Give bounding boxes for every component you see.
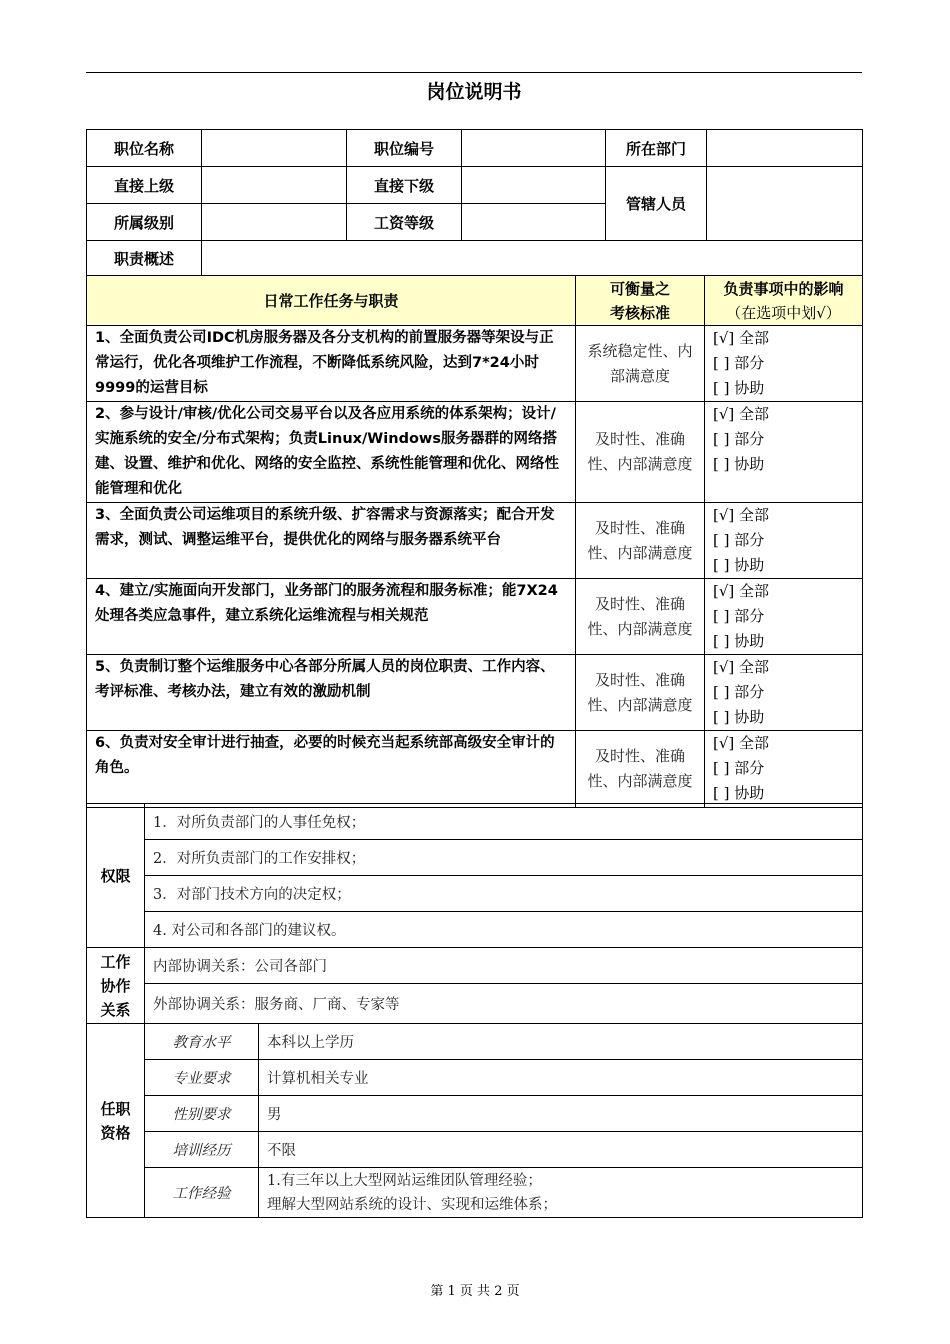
education-value: 本科以上学历 bbox=[259, 1024, 863, 1060]
impact-assist-option[interactable]: [ ] 协助 bbox=[713, 708, 765, 726]
duty-measure: 系统稳定性、内部满意度 bbox=[576, 326, 705, 402]
duty-task: 5、负责制订整个运维服务中心各部分所属人员的岗位职责、工作内容、考评标准、考核办法，建立有效的激励机制 bbox=[87, 655, 576, 731]
authority-item: 1．对所负责部门的人事任免权； bbox=[145, 804, 863, 840]
duty-impact bbox=[705, 731, 863, 808]
duty-impact bbox=[705, 503, 863, 579]
cooperation-label-line3: 关系 bbox=[100, 1000, 131, 1019]
duty-impact bbox=[705, 402, 863, 503]
impact-all-option[interactable]: [√] 全部 bbox=[713, 734, 770, 752]
page-footer: 第 1 页 共 2 页 bbox=[430, 1284, 520, 1299]
impact-assist-option[interactable]: [ ] 协助 bbox=[713, 632, 765, 650]
impact-header bbox=[705, 276, 863, 326]
position-code-value[interactable] bbox=[462, 130, 606, 167]
impact-part-option[interactable]: [ ] 部分 bbox=[713, 607, 765, 625]
managed-staff-label: 管辖人员 bbox=[606, 167, 707, 241]
duty-measure: 及时性、准确性、内部满意度 bbox=[576, 503, 705, 579]
measure-header-line1: 可衡量之 bbox=[609, 279, 670, 298]
page-title: 岗位说明书 bbox=[426, 81, 522, 103]
impact-all-option[interactable]: [√] 全部 bbox=[713, 329, 770, 347]
gender-value: 男 bbox=[259, 1096, 863, 1132]
impact-header-line2: （在选项中划√） bbox=[726, 303, 841, 322]
experience-value bbox=[259, 1168, 863, 1218]
impact-assist-option[interactable]: [ ] 协助 bbox=[713, 379, 765, 397]
duty-measure: 及时性、准确性、内部满意度 bbox=[576, 402, 705, 503]
impact-part-option[interactable]: [ ] 部分 bbox=[713, 531, 765, 549]
impact-assist-option[interactable]: [ ] 协助 bbox=[713, 784, 765, 802]
duty-task: 1、全面负责公司IDC机房服务器及各分支机构的前置服务器等架设与正常运行，优化各项维护工作流程，不断降低系统风险，达到7*24小时9999的运营目标 bbox=[87, 326, 576, 402]
department-value[interactable] bbox=[707, 130, 863, 167]
duty-measure: 及时性、准确性、内部满意度 bbox=[576, 655, 705, 731]
duty-measure: 及时性、准确性、内部满意度 bbox=[576, 731, 705, 808]
experience-line: 理解大型网站系统的设计、实现和运维体系； bbox=[267, 1196, 557, 1213]
summary-value[interactable] bbox=[202, 241, 863, 276]
duty-measure: 及时性、准确性、内部满意度 bbox=[576, 579, 705, 655]
impact-all-option[interactable]: [√] 全部 bbox=[713, 405, 770, 423]
qualification-label bbox=[87, 1024, 145, 1218]
duty-row bbox=[87, 402, 863, 503]
impact-part-option[interactable]: [ ] 部分 bbox=[713, 354, 765, 372]
major-label: 专业要求 bbox=[145, 1060, 259, 1096]
duty-impact bbox=[705, 655, 863, 731]
salary-grade-label: 工资等级 bbox=[347, 204, 462, 241]
cooperation-label-line1: 工作 bbox=[100, 952, 131, 971]
direct-superior-label: 直接上级 bbox=[87, 167, 202, 204]
training-value: 不限 bbox=[259, 1132, 863, 1168]
grade-label: 所属级别 bbox=[87, 204, 202, 241]
position-code-label: 职位编号 bbox=[347, 130, 462, 167]
impact-assist-option[interactable]: [ ] 协助 bbox=[713, 455, 765, 473]
impact-part-option[interactable]: [ ] 部分 bbox=[713, 683, 765, 701]
measure-header-line2: 考核标准 bbox=[609, 303, 670, 322]
duty-impact bbox=[705, 326, 863, 402]
measure-header bbox=[576, 276, 705, 326]
grade-value[interactable] bbox=[202, 204, 347, 241]
authority-item: 3．对部门技术方向的决定权； bbox=[145, 876, 863, 912]
cooperation-label-line2: 协作 bbox=[100, 976, 131, 995]
duty-task: 3、全面负责公司运维项目的系统升级、扩容需求与资源落实；配合开发需求，测试、调整运维平台，提供优化的网络与服务器系统平台 bbox=[87, 503, 576, 579]
summary-label: 职责概述 bbox=[87, 241, 202, 276]
duty-task: 2、参与设计/审核/优化公司交易平台以及各应用系统的体系架构；设计/实施系统的安全/分布式架构；负责Linux/Windows服务器群的网络搭建、设置、维护和优化、网络的安全监控、系统性能管理和优化、网络性能管理和优化 bbox=[87, 402, 576, 503]
impact-part-option[interactable]: [ ] 部分 bbox=[713, 759, 765, 777]
education-label: 教育水平 bbox=[145, 1024, 259, 1060]
duty-row bbox=[87, 579, 863, 655]
authority-label: 权限 bbox=[87, 804, 145, 948]
direct-subordinate-value[interactable] bbox=[462, 167, 606, 204]
task-header: 日常工作任务与职责 bbox=[87, 276, 576, 326]
requirements-table bbox=[86, 803, 863, 1218]
authority-item: 4. 对公司和各部门的建议权。 bbox=[145, 912, 863, 948]
salary-grade-value[interactable] bbox=[462, 204, 606, 241]
position-name-label: 职位名称 bbox=[87, 130, 202, 167]
impact-all-option[interactable]: [√] 全部 bbox=[713, 506, 770, 524]
impact-assist-option[interactable]: [ ] 协助 bbox=[713, 556, 765, 574]
department-label: 所在部门 bbox=[606, 130, 707, 167]
impact-header-line1: 负责事项中的影响 bbox=[723, 279, 844, 298]
major-value: 计算机相关专业 bbox=[259, 1060, 863, 1096]
duty-impact bbox=[705, 579, 863, 655]
gender-label: 性别要求 bbox=[145, 1096, 259, 1132]
impact-part-option[interactable]: [ ] 部分 bbox=[713, 430, 765, 448]
position-name-value[interactable] bbox=[202, 130, 347, 167]
basic-info-table bbox=[86, 129, 863, 276]
duties-table bbox=[86, 275, 863, 808]
qualification-label-line1: 任职 bbox=[100, 1099, 131, 1118]
training-label: 培训经历 bbox=[145, 1132, 259, 1168]
authority-item: 2．对所负责部门的工作安排权； bbox=[145, 840, 863, 876]
cooperation-label bbox=[87, 948, 145, 1024]
qualification-label-line2: 资格 bbox=[100, 1123, 131, 1142]
direct-subordinate-label: 直接下级 bbox=[347, 167, 462, 204]
experience-label: 工作经验 bbox=[145, 1168, 259, 1218]
duty-row bbox=[87, 326, 863, 402]
header-rule bbox=[86, 72, 862, 73]
managed-staff-value[interactable] bbox=[707, 167, 863, 241]
duty-row bbox=[87, 503, 863, 579]
duty-row bbox=[87, 731, 863, 808]
external-coordination: 外部协调关系：服务商、厂商、专家等 bbox=[145, 984, 863, 1024]
duty-row bbox=[87, 655, 863, 731]
direct-superior-value[interactable] bbox=[202, 167, 347, 204]
impact-all-option[interactable]: [√] 全部 bbox=[713, 658, 770, 676]
duty-task: 4、建立/实施面向开发部门，业务部门的服务流程和服务标准；能7X24处理各类应急事件，建立系统化运维流程与相关规范 bbox=[87, 579, 576, 655]
duty-task: 6、负责对安全审计进行抽查，必要的时候充当起系统部高级安全审计的角色。 bbox=[87, 731, 576, 808]
internal-coordination: 内部协调关系：公司各部门 bbox=[145, 948, 863, 984]
duties-header-row bbox=[87, 276, 863, 326]
impact-all-option[interactable]: [√] 全部 bbox=[713, 582, 770, 600]
experience-line: 1.有三年以上大型网站运维团队管理经验； bbox=[267, 1172, 542, 1189]
